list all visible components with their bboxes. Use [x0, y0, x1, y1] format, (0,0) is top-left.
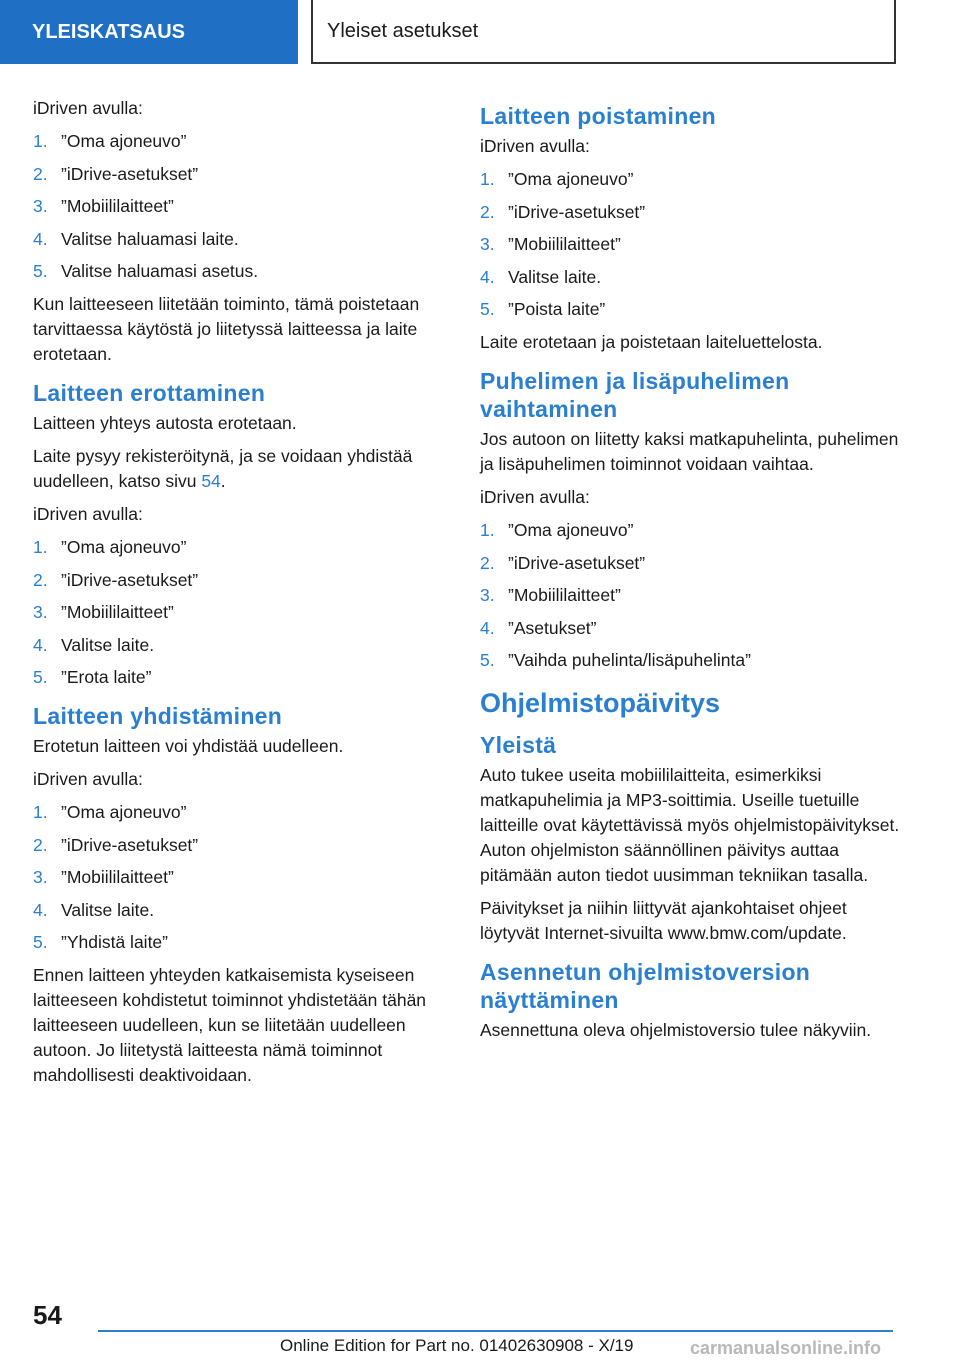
step-number: 5. [33, 667, 48, 687]
list-item [480, 167, 900, 192]
list-item [480, 297, 900, 322]
step-number: 1. [33, 802, 48, 822]
step-number: 2. [33, 569, 48, 590]
step-text: ”Oma ajoneuvo” [61, 537, 187, 557]
step-number: 4. [33, 899, 48, 920]
list-item [33, 568, 453, 593]
step-text: ”Mobiililaitteet” [61, 602, 174, 622]
step-text: Valitse laite. [61, 899, 155, 920]
step-number: 4. [33, 634, 48, 655]
step-text: ”Yhdistä laite” [61, 932, 168, 952]
step-number: 5. [33, 261, 48, 281]
list-item [33, 633, 453, 658]
right-column [480, 96, 900, 1051]
step-text: Valitse laite. [508, 266, 602, 287]
steps-list-remove [480, 167, 900, 322]
chapter-title: Yleiset asetukset [311, 0, 896, 64]
list-item [33, 162, 453, 187]
step-text: ”Poista laite” [508, 299, 606, 319]
steps-list-settings [33, 129, 453, 284]
footer-divider [98, 1330, 893, 1332]
step-number: 3. [33, 602, 48, 622]
step-text: ”iDrive-asetukset” [61, 834, 199, 855]
step-number: 1. [480, 169, 495, 189]
step-text: ”Asetukset” [508, 617, 597, 638]
heading-swap: Puhelimen ja lisäpuhelimen vaihtaminen [480, 368, 790, 422]
disconnect-intro: iDriven avulla: [33, 504, 143, 524]
page-link[interactable]: 54 [201, 471, 221, 491]
heading-general: Yleistä [480, 732, 557, 758]
connect-intro: iDriven avulla: [33, 769, 143, 789]
step-text: ”Mobiililaitteet” [61, 196, 174, 216]
step-number: 4. [480, 266, 495, 287]
list-item [480, 551, 900, 576]
list-item [33, 535, 453, 560]
step-text: ”Oma ajoneuvo” [508, 520, 634, 540]
swap-text: Jos autoon on liitetty kaksi matkapuhelinta, puhelimen ja lisäpuhelimen toiminnot voidaan vaihtaa. [480, 429, 899, 474]
step-text: ”Vaihda puhelinta/lisäpuhelinta” [508, 650, 751, 670]
step-number: 2. [480, 552, 495, 573]
left-column [33, 96, 453, 1096]
step-text: ”iDrive-asetukset” [61, 163, 199, 184]
step-text: ”Oma ajoneuvo” [61, 131, 187, 151]
list-item [480, 200, 900, 225]
swap-intro: iDriven avulla: [480, 487, 590, 507]
step-text: ”Oma ajoneuvo” [61, 802, 187, 822]
heading-remove: Laitteen poistaminen [480, 103, 717, 129]
step-text: Valitse haluamasi asetus. [61, 261, 259, 281]
step-number: 2. [480, 201, 495, 222]
list-item [33, 930, 453, 955]
step-text: Valitse haluamasi laite. [61, 228, 239, 249]
watermark: carmanualsonline.info [690, 1338, 882, 1358]
steps-list-connect [33, 800, 453, 955]
step-number: 5. [33, 932, 48, 952]
note-text: Kun laitteeseen liitetään toiminto, tämä poistetaan tarvittaessa käytöstä jo liitetyssä laitteessa ja laite erotetaan. [33, 294, 420, 364]
connect-text: Erotetun laitteen voi yhdistää uudelleen. [33, 736, 344, 756]
step-text: ”iDrive-asetukset” [508, 552, 646, 573]
step-number: 5. [480, 650, 495, 670]
steps-list-swap [480, 518, 900, 673]
list-item [480, 648, 900, 673]
step-number: 3. [33, 196, 48, 216]
step-number: 5. [480, 299, 495, 319]
heading-software: Ohjelmistopäivitys [480, 688, 721, 718]
step-number: 4. [480, 617, 495, 638]
steps-list-disconnect [33, 535, 453, 690]
heading-connect: Laitteen yhdistäminen [33, 703, 283, 729]
step-number: 1. [33, 131, 48, 151]
disconnect-text: Laitteen yhteys autosta erotetaan. [33, 413, 297, 433]
list-item [33, 833, 453, 858]
step-number: 3. [480, 234, 495, 254]
disconnect-reference: Laite pysyy rekisteröitynä, ja se voidaan yhdistää uudelleen, katso sivu 54. [33, 446, 413, 491]
step-number: 3. [480, 585, 495, 605]
list-item [480, 616, 900, 641]
step-number: 2. [33, 163, 48, 184]
list-item [480, 518, 900, 543]
list-item [33, 600, 453, 625]
heading-disconnect: Laitteen erottaminen [33, 380, 266, 406]
step-number: 2. [33, 834, 48, 855]
remove-note: Laite erotetaan ja poistetaan laiteluettelosta. [480, 332, 823, 352]
version-text: Asennettuna oleva ohjelmistoversio tulee näkyviin. [480, 1020, 872, 1040]
step-text: ”iDrive-asetukset” [61, 569, 199, 590]
list-item [33, 665, 453, 690]
list-item [33, 259, 453, 284]
intro-text: iDriven avulla: [33, 98, 143, 118]
general-text-update: Päivitykset ja niihin liittyvät ajankohtaiset ohjeet löytyvät Internet-sivuilta www.bmw.com/update. [480, 898, 847, 943]
list-item [33, 227, 453, 252]
section-tab: YLEISKATSAUS [0, 0, 298, 64]
general-text: Auto tukee useita mobiililaitteita, esimerkiksi matkapuhelimia ja MP3-soittimia. Useille tuetuille laitteille ovat käytettävissä myös ohjelmistopäivitykset. Auton ohjelmiston säännöllinen päivitys auttaa pitämään auton tiedot uusimman tekniikan tasalla. [480, 765, 900, 885]
list-item [480, 232, 900, 257]
step-text: ”Erota laite” [61, 667, 152, 687]
edition-text: Online Edition for Part no. 01402630908 - X/19 [280, 1336, 634, 1355]
heading-version: Asennetun ohjelmistoversion näyttäminen [480, 959, 811, 1013]
step-text: ”Oma ajoneuvo” [508, 169, 634, 189]
list-item [33, 194, 453, 219]
step-number: 1. [480, 520, 495, 540]
step-text: Valitse laite. [61, 634, 155, 655]
page-number: 54 [33, 1300, 62, 1330]
remove-intro: iDriven avulla: [480, 136, 590, 156]
connect-note: Ennen laitteen yhteyden katkaisemista kyseiseen laitteeseen kohdistetut toiminnot yhdistetään tähän laitteeseen uudelleen, kun se liitetään uudelleen autoon. Jo liitetystä laitteesta nämä toiminnot mahdollisesti deaktivoidaan. [33, 965, 427, 1085]
list-item [33, 865, 453, 890]
step-text: ”Mobiililaitteet” [61, 867, 174, 887]
step-text: ”iDrive-asetukset” [508, 201, 646, 222]
step-text: ”Mobiililaitteet” [508, 585, 621, 605]
list-item [480, 583, 900, 608]
step-number: 3. [33, 867, 48, 887]
step-text: ”Mobiililaitteet” [508, 234, 621, 254]
list-item [33, 898, 453, 923]
step-number: 1. [33, 537, 48, 557]
list-item [480, 265, 900, 290]
list-item [33, 800, 453, 825]
step-number: 4. [33, 228, 48, 249]
list-item [33, 129, 453, 154]
